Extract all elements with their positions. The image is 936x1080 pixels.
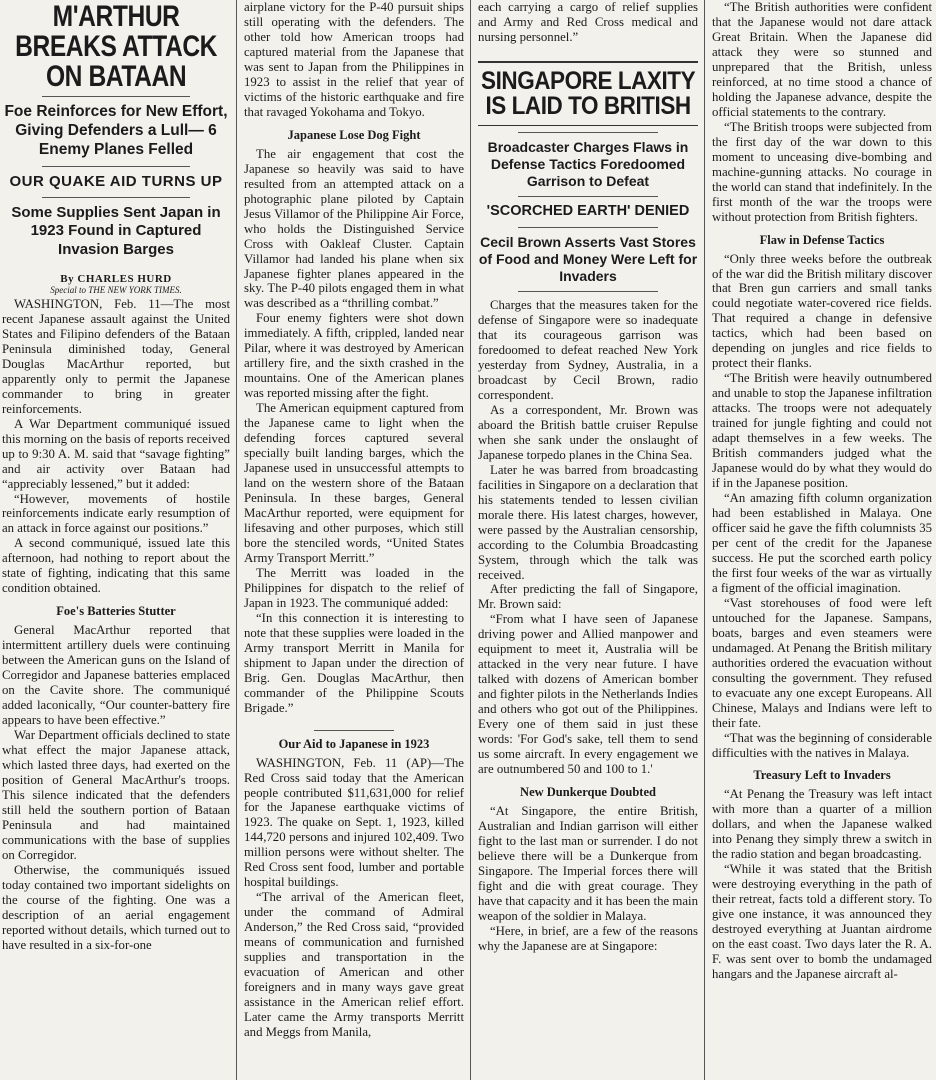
deck-scorched-earth: 'SCORCHED EARTH' DENIED [486, 203, 690, 220]
continued-text: airplane victory for the P-40 pursuit ships still operating with the defenders. The other told how American troops had captured material from the Japanese that was sent to Japan from the Philippines in 1923 to assist in the relief that year of victims of the historic earthquake and fire that ravaged Yokohama and Tokyo. [244, 0, 464, 119]
paragraph: “At Penang the Treasury was left intact with more than a quarter of a million dollars, and when the Japanese walked into Penang they simply threw a switch in the radio station and began broadcasting. [712, 787, 932, 862]
article-body [244, 147, 464, 716]
paragraph: “In this connection it is interesting to note that these supplies were loaded in the Army transport Merritt in Manila for shipment to Japan under the direction of Brig. Gen. Douglas MacArthur, then commander of the Philippine Scouts Brigade.” [244, 610, 464, 715]
paragraph: A second communiqué, issued late this afternoon, had nothing to report about the state of fighting, indicating that this same condition obtained. [2, 536, 230, 596]
column-singapore-story [472, 0, 704, 1080]
paragraph: The Merritt was loaded in the Philippines for dispatch to the relief of Japan in 1923. The communiqué added: [244, 565, 464, 610]
paragraph: “The arrival of the American fleet, under the command of Admiral Anderson,” the Red Cross said, “provided means of communication and furnished supplies and transportation in the evacuation of American and other foreigners and in many ways gave great assistance in the American relief effort. Later came the Army transports Merritt and Meggs from Manila, [244, 890, 464, 1039]
column-rule [704, 0, 705, 1080]
paragraph: The air engagement that cost the Japanese so heavily was said to have resulted from an attempted attack on a photographic plane piloted by Captain Jesus Villamor of the Philippine Air Force, who holds the Distinguished Service Cross with Oakleaf Cluster. Captain Villamor had landed his plane when six Japanese fighter planes appeared in the sky. The P-40 pilots engaged them in what was described as a “thrilling combat.” [244, 146, 464, 311]
paragraph: “Only three weeks before the outbreak of the war did the British military discover that Bren gun carriers and small tanks could negotiate water-covered rice fields. That required a change in defensive tactics, which had been based on depending on jungles and rice fields to protect their flanks. [712, 251, 932, 371]
divider [314, 730, 394, 731]
subhead-aid-1923: Our Aid to Japanese in 1923 [278, 736, 430, 751]
subhead-treasury: Treasury Left to Invaders [753, 768, 891, 783]
byline-credit: Special to THE NEW YORK TIMES. [50, 284, 182, 295]
lead-paragraph: Charges that the measures taken for the defense of Singapore were so inadequate that its courageous garrison was foredoomed to defeat reached New York yesterday from Sydney, Australia, in a broadcast by Cecil Brown, radio correspondent. [478, 298, 698, 402]
deck-broadcaster-charges: Broadcaster Charges Flaws in Defense Tactics Foredoomed Garrison to Defeat [487, 138, 689, 190]
paragraph: “The British authorities were confident that the Japanese would not dare attack Great Britain. When the Japanese did attack they were so stunned and unprepared that the British, unless reinforced, at no time stood a chance of holding the Japanese advance, despite the official statements to the contrary. [712, 0, 932, 119]
article-body [2, 297, 230, 596]
paragraph: A War Department communiqué issued this morning on the basis of reports received up to 9:30 A. M. said that “savage fighting” and air activity over Bataan had “appreciably lessened,” but it added: [2, 416, 230, 491]
column-rule [470, 0, 471, 1080]
paragraph: As a correspondent, Mr. Brown was aboard the British battle cruiser Repulse when she sank under the onslaught of Japanese torpedo planes in the China Sea. [478, 402, 698, 462]
divider [518, 227, 658, 228]
column-rule [236, 0, 237, 1080]
paragraph: WASHINGTON, Feb. 11—The most recent Japanese assault against the United States and Filipino defenders of the Bataan Peninsula diminished today, General Douglas MacArthur reported, but apparently only to permit the Japanese commander to bring in greater reinforcements. [2, 296, 230, 416]
paragraph: The American equipment captured from the Japanese came to light when the defending forces captured several specially built landing barges, which the Japanese used in unsuccessful attempts to land on the western shore of the Bataan Peninsula. In these barges, General MacArthur reported, were equipment for lifesaving and other purposes, which still bore the stenciled words, “United States Army Transport Merritt.” [244, 401, 464, 565]
paragraph: “That was the beginning of considerable difficulties with the natives in Malaya. [712, 730, 932, 760]
divider [518, 291, 658, 292]
headline-singapore: SINGAPORE LAXITY IS LAID TO BRITISH [480, 66, 696, 120]
subhead-dunkerque: New Dunkerque Doubted [520, 785, 656, 800]
paragraph: “While it was stated that the British were destroying everything in the path of their retreat, facts told a different story. To give one instance, it was announced they destroyed everything at Juantan airdrome on the east coast. Two days later the R. A. F. was sent over to bomb the undamaged hangars and the Japanese aircraft al- [712, 862, 932, 982]
paragraph: After predicting the fall of Singapore, Mr. Brown said: [478, 582, 698, 612]
subhead-defense-tactics: Flaw in Defense Tactics [759, 232, 885, 247]
headline-block [478, 61, 698, 126]
deck-foe-reinforces: Foe Reinforces for New Effort, Giving Defenders a Lull— 6 Enemy Planes Felled [4, 103, 228, 158]
paragraph: “At Singapore, the entire British, Australian and Indian garrison will either fight to the last man or surrender. I do not believe there will be a Dunkerque from Singapore. The Imperial forces there will fight and die with great courage. They have that capacity and it has been the main weapon of the soldier in Malaya. [478, 804, 698, 923]
paragraph: Otherwise, the communiqués issued today contained two important sidelights on the course of the fighting. One was a description of an aerial engagement reported without details, which turned out to have resulted in a six-for-one [2, 862, 230, 952]
deck-quake-aid: OUR QUAKE AID TURNS UP [9, 172, 223, 190]
paragraph: “Here, in brief, are a few of the reasons why the Japanese are at Singapore: [478, 923, 698, 953]
subhead-dog-fight: Japanese Lose Dog Fight [287, 127, 421, 142]
divider [518, 196, 658, 197]
paragraph: WASHINGTON, Feb. 11 (AP)—The Red Cross said today that the American people contributed $11,631,000 for relief for the Japanese earthquake victims of 1923. The quake on Sept. 1, 1923, killed 144,720 persons and injured 102,409. Two million persons were without shelter. The Red Cross sent food, lumber and portable hospital buildings. [244, 755, 464, 890]
article-body [712, 0, 932, 225]
paragraph: “Vast storehouses of food were left untouched for the Japanese. Sampans, boats, barges and even steamers were undamaged. At Penang the British military authorities ordered the evacuation without consulting the government. They refused to evacuate any one except Europeans. All Chinese, Malays and Indians were left to their fate. [712, 595, 932, 730]
paragraph: “From what I have seen of Japanese driving power and Allied manpower and equipment to meet it, Australia will be attacked in the very near future. I have talked with dozens of American bomber and fighter pilots in the Netherlands Indies and others who got out of the Philippines. Every one of them said in just these words: 'For God's sake, tell them to send us some aircraft. In every engagement we are outnumbered 50 and 100 to 1.' [478, 612, 698, 777]
paragraph: “The British were heavily outnumbered and unable to stop the Japanese infiltration attacks. The troops were not adequately trained for jungle fighting and could not adapt themselves in a few weeks. The British commanders judged what the Japanese would do by what they would do if in the Japanese position. [712, 371, 932, 491]
column-macarthur-continued [238, 0, 470, 1080]
divider [42, 96, 190, 97]
paragraph: War Department officials declined to state what effect the major Japanese attack, which lasted three days, had exerted on the position of General MacArthur's troops. This silence indicated that the defenders still held the southern portion of Bataan Peninsula and had maintained communications with the base of supplies on Corregidor. [2, 728, 230, 862]
paragraph: “The British troops were subjected from the first day of the war down to this moment to unceasing dive-bombing and machine-gunning attacks. No courage in the world can stand that indefinitely. In the first month of the war the troops were without protection from British fighters. [712, 119, 932, 224]
article-body [244, 756, 464, 1040]
article-body [478, 804, 698, 954]
continued-text: each carrying a cargo of relief supplies and Army and Red Cross medical and nursing personnel.” [478, 0, 698, 44]
subhead-batteries: Foe's Batteries Stutter [56, 604, 176, 619]
column-singapore-continued [706, 0, 936, 1080]
divider [518, 132, 658, 133]
byline: By CHARLES HURD [60, 272, 172, 285]
divider [42, 197, 190, 198]
paragraph: Later he was barred from broadcasting facilities in Singapore on a declaration that his statements tended to lessen civilian morale there. His latest charges, however, were passed by the Australian censorship, according to the Columbia Broadcasting System, through which the talk was received. [478, 462, 698, 582]
column-macarthur-story [0, 0, 236, 1080]
article-body [2, 623, 230, 952]
article-body [478, 298, 698, 777]
paragraph: General MacArthur reported that intermittent artillery duels were continuing between the American guns on the Island of Corregidor and Japanese batteries emplaced on the Cavite shore. The communiqué added laconically, “Our counter-battery fire appears to have been effective.” [2, 623, 230, 728]
paragraph: Four enemy fighters were shot down immediately. A fifth, crippled, landed near Pilar, where it was destroyed by American artillery fire, and the sixth crashed in the mountains. One of the American planes was reported missing after the fight. [244, 311, 464, 401]
article-body [712, 787, 932, 982]
headline-macarthur: M'ARTHUR BREAKS ATTACK ON BATAAN [15, 0, 217, 93]
article-body [712, 252, 932, 761]
deck-cecil-brown: Cecil Brown Asserts Vast Stores of Food and Money Were Left for Invaders [478, 233, 698, 284]
divider [42, 166, 190, 167]
paragraph: “An amazing fifth column organization had been established in Malaya. One officer said he gave the fifth columnists 35 per cent of the credit for the Japanese success. He put the scorched earth policy the first four weeks of the war as virtually a figment of the official imagination. [712, 491, 932, 595]
paragraph: “However, movements of hostile reinforcements indicate early resumption of an attack in force against our positions.” [2, 491, 230, 536]
deck-supplies-found: Some Supplies Sent Japan in 1923 Found in Captured Invasion Barges [11, 204, 221, 258]
